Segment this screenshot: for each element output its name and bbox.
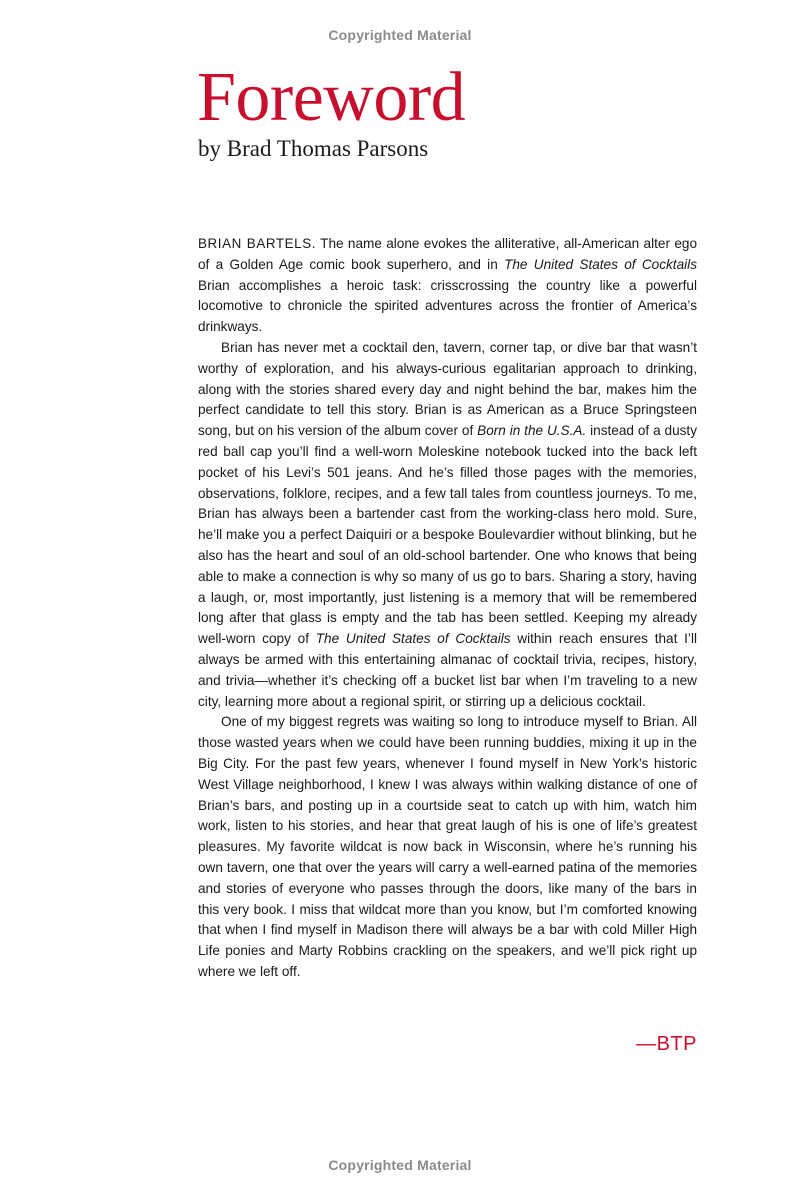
paragraph-text: Brian accomplishes a heroic task: crisscrossing the country like a powerful locomotive to chronicle the spirited adventures across the frontier of America’s drinkways. bbox=[198, 277, 697, 335]
author-byline: by Brad Thomas Parsons bbox=[198, 136, 429, 161]
author-signoff: —BTP bbox=[636, 1033, 697, 1055]
paragraph-2 bbox=[198, 338, 697, 712]
paragraph-3 bbox=[198, 712, 697, 982]
paragraph-1 bbox=[198, 234, 697, 338]
paragraph-text: Brian has never met a cocktail den, tavern, corner tap, or dive bar that wasn’t worthy of exploration, and his always-curious egalitarian approach to drinking, along with the stories shared every day and night behind the bar, makes him the perfect candidate to tell this story. Brian is as American as a Bruce Springsteen song, but on his version of the album cover of bbox=[198, 339, 697, 439]
paragraph-text: The name alone evokes the alliterative, all-American alter ego of a Golden Age comic book superhero, and in bbox=[198, 236, 698, 272]
book-title-italic: The United States of Cocktails bbox=[504, 256, 697, 272]
chapter-title: Foreword bbox=[197, 59, 466, 136]
book-title-italic: The United States of Cocktails bbox=[315, 631, 511, 647]
paragraph-text: instead of a dusty red ball cap you’ll find a well-worn Moleskine notebook tucked into the back left pocket of his Levi’s 501 jeans. And he’s filled those pages with the memories, observations, folklore, recipes, and a few tall tales from countless journeys. To me, Brian has always been a bartender cast from the working-class hero mold. Sure, he’ll make you a perfect Daiquiri or a bespoke Boulevardier without blinking, but he also has the heart and soul of an old-school bartender. One who knows that being able to make a connection is why so many of us go to bars. Sharing a story, having a laugh, or, most importantly, just listening is a memory that will be remembered long after that glass is empty and the tab has been settled. Keeping my already well-worn copy of bbox=[198, 423, 697, 647]
paragraph-text: One of my biggest regrets was waiting so long to introduce myself to Brian. All those wasted years when we could have been running buddies, mixing it up in the Big City. For the past few years, whenever I found myself in New York’s historic West Village neighborhood, I knew I was always within walking distance of one of Brian’s bars, and posting up in a courtside seat to catch up with him, watch him work, listen to his stories, and hear that great laugh of his is one of life’s greatest pleasures. My favorite wildcat is now back in Wisconsin, where he’s running his own tavern, one that over the years will carry a well-earned patina of the memories and stories of everyone who passes through the doors, like many of the bars in this very book. I miss that wildcat more than you know, but I’m comforted knowing that when I find myself in Madison there will always be a bar with cold Miller High Life ponies and Marty Robbins crackling on the speakers, and we’ll pick right up where we left off. bbox=[198, 714, 697, 979]
paragraph-text: within reach ensures that I’ll always be armed with this entertaining almanac of cocktail trivia, recipes, history, and trivia—whether it’s checking off a bucket list bar when I’m traveling to a new city, learning more about a regional spirit, or stirring up a delicious cocktail. bbox=[198, 631, 697, 709]
foreword-body bbox=[198, 234, 697, 983]
album-title-italic: Born in the U.S.A. bbox=[477, 423, 587, 439]
copyright-watermark-top: Copyrighted Material bbox=[328, 27, 472, 43]
copyright-watermark-bottom: Copyrighted Material bbox=[328, 1157, 472, 1173]
paragraph-lead-in: BRIAN BARTELS. bbox=[198, 236, 317, 251]
